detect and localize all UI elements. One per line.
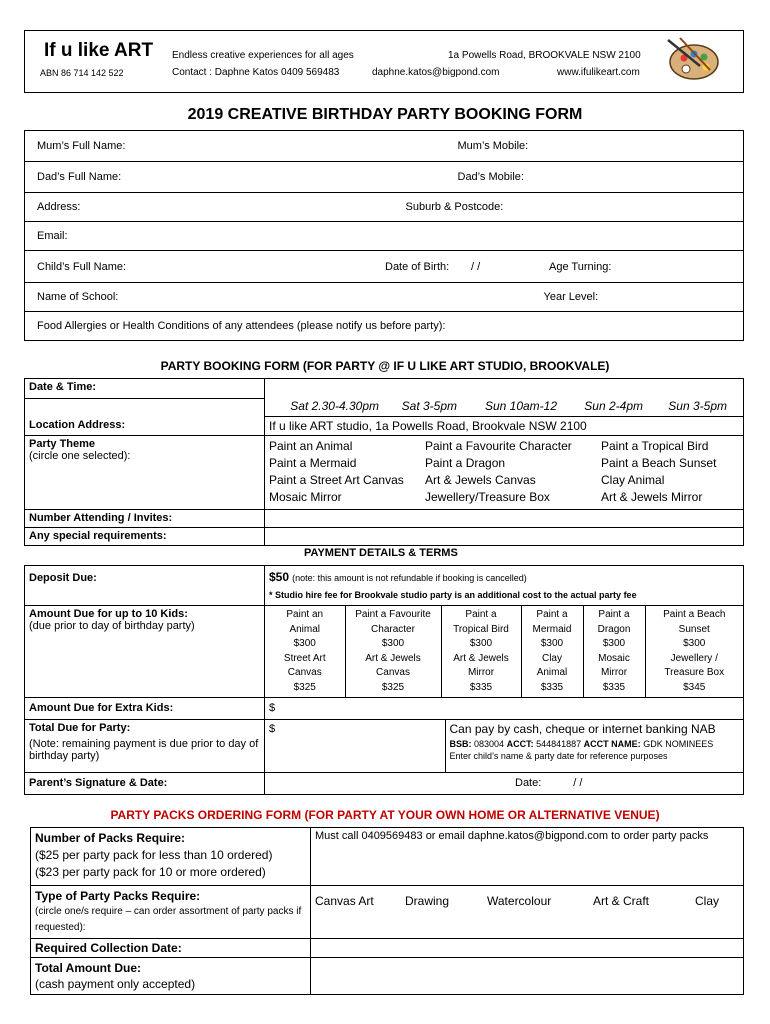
pack-types bbox=[311, 886, 744, 939]
deposit-label: Deposit Due: bbox=[25, 566, 265, 606]
child-name-label: Child’s Full Name: bbox=[37, 261, 127, 273]
amount-label: Amount Due for up to 10 Kids: bbox=[29, 608, 188, 620]
location-value: If u like ART studio, 1a Powells Road, Brookvale NSW 2100 bbox=[265, 417, 744, 436]
theme-option[interactable]: Paint a Mermaid bbox=[269, 456, 357, 470]
hire-note: * Studio hire fee for Brookvale studio party is an additional cost to the actual party fee bbox=[269, 590, 637, 600]
attending-field[interactable] bbox=[265, 510, 744, 528]
deposit-amount: $50 bbox=[269, 570, 290, 584]
pack-type[interactable]: Clay bbox=[695, 894, 720, 908]
price-table bbox=[265, 606, 743, 697]
theme-option[interactable]: Paint a Street Art Canvas bbox=[269, 473, 404, 487]
year-field[interactable] bbox=[454, 283, 744, 312]
theme-options[interactable] bbox=[265, 436, 744, 510]
total-note: (Note: remaining payment is due prior to day of birthday party) bbox=[29, 738, 259, 762]
theme-option[interactable]: Paint a Dragon bbox=[425, 456, 506, 470]
abn: ABN 86 714 142 522 bbox=[40, 68, 124, 78]
suburb-label: Suburb & Postcode: bbox=[405, 201, 504, 213]
signature-field[interactable]: Date: / / bbox=[265, 773, 744, 795]
theme-option[interactable]: Art & Jewels Canvas bbox=[425, 473, 536, 487]
dad-name-label: Dad’s Full Name: bbox=[37, 171, 122, 183]
total-label-cell bbox=[25, 720, 265, 773]
allergies-label: Food Allergies or Health Conditions of any attendees (please notify us before party): bbox=[37, 320, 446, 332]
deposit-note: (note: this amount is not refundable if booking is cancelled) bbox=[292, 573, 527, 583]
theme-option[interactable]: Paint an Animal bbox=[269, 439, 353, 453]
address-label: Address: bbox=[37, 201, 81, 213]
child-row[interactable] bbox=[25, 251, 744, 283]
suburb-field[interactable] bbox=[405, 193, 744, 222]
brand-name: If u like ART bbox=[44, 40, 154, 61]
tagline: Endless creative experiences for all ages bbox=[172, 50, 354, 61]
form-title: 2019 CREATIVE BIRTHDAY PARTY BOOKING FORM bbox=[187, 106, 583, 123]
number-label: Number of Packs Require: bbox=[35, 831, 186, 845]
packs-total-label: Total Amount Due: bbox=[35, 961, 141, 975]
dob-label: Date of Birth: bbox=[385, 261, 450, 273]
price-col[interactable]: Paint an Animal $300 Street Art Canvas $325 bbox=[265, 606, 345, 697]
party-table bbox=[24, 378, 744, 546]
price-col[interactable]: Paint a Dragon $300 Mosaic Mirror $335 bbox=[583, 606, 645, 697]
dad-mobile-field[interactable] bbox=[454, 162, 744, 193]
time-option[interactable]: Sun 2-4pm bbox=[584, 398, 643, 413]
packs-heading: PARTY PACKS ORDERING FORM (FOR PARTY AT YOUR OWN HOME OR ALTERNATIVE VENUE) bbox=[110, 808, 660, 822]
total-field[interactable]: $ bbox=[265, 720, 445, 772]
school-label: Name of School: bbox=[37, 291, 119, 303]
pack-type[interactable]: Canvas Art bbox=[315, 894, 374, 908]
dob-slashes: / / bbox=[471, 261, 481, 273]
dad-name-field[interactable] bbox=[25, 162, 454, 193]
address-field[interactable] bbox=[25, 193, 454, 222]
time-option[interactable]: Sun 10am-12 bbox=[484, 398, 557, 413]
deposit-cell bbox=[265, 566, 744, 606]
theme-cell bbox=[25, 436, 265, 510]
extra-label: Amount Due for Extra Kids: bbox=[25, 698, 265, 720]
payment-heading: PAYMENT DETAILS & TERMS bbox=[304, 547, 458, 559]
reference-note: Enter child’s name & party date for reference purposes bbox=[449, 751, 668, 761]
extra-field[interactable]: $ bbox=[265, 698, 744, 720]
payment-table bbox=[24, 565, 744, 795]
theme-option[interactable]: Mosaic Mirror bbox=[269, 490, 342, 504]
time-option[interactable]: Sat 3-5pm bbox=[401, 398, 457, 413]
amount-label-cell bbox=[25, 606, 265, 698]
price-col[interactable]: Paint a Favourite Character $300 Art & Jewels Canvas $325 bbox=[345, 606, 441, 697]
pack-type[interactable]: Watercolour bbox=[487, 894, 552, 908]
can-pay: Can pay by cash, cheque or internet banking NAB bbox=[449, 722, 716, 736]
email-field[interactable] bbox=[25, 222, 744, 251]
theme-option[interactable]: Clay Animal bbox=[601, 473, 665, 487]
type-cell bbox=[31, 886, 311, 939]
school-field[interactable] bbox=[25, 283, 454, 312]
theme-option[interactable]: Paint a Tropical Bird bbox=[601, 439, 709, 453]
price-col[interactable]: Paint a Tropical Bird $300 Art & Jewels Mirror $335 bbox=[441, 606, 521, 697]
address: 1a Powells Road, BROOKVALE NSW 2100 bbox=[448, 50, 641, 61]
time-option[interactable]: Sun 3-5pm bbox=[668, 398, 727, 413]
special-field[interactable] bbox=[265, 528, 744, 546]
mum-name-label: Mum’s Full Name: bbox=[37, 140, 126, 152]
pack-type[interactable]: Art & Craft bbox=[593, 894, 650, 908]
allergies-field[interactable] bbox=[25, 312, 744, 341]
price-col[interactable]: Paint a Mermaid $300 Clay Animal $335 bbox=[521, 606, 583, 697]
packs-table bbox=[30, 827, 744, 995]
type-label: Type of Party Packs Require: bbox=[35, 889, 201, 903]
theme-option[interactable]: Paint a Favourite Character bbox=[425, 439, 572, 453]
theme-note: (circle one selected): bbox=[29, 450, 131, 462]
pack-type[interactable]: Drawing bbox=[405, 894, 450, 908]
time-option[interactable]: Sat 2.30-4.30pm bbox=[290, 398, 379, 413]
bank-details: Can pay by cash, cheque or internet banking NAB BSB: 083004 ACCT: 544841887 ACCT NAME: GDK NOMINEES Enter child’s name & party date for reference purposes bbox=[445, 720, 743, 772]
packs-total-field[interactable] bbox=[311, 958, 744, 995]
attending-label: Number Attending / Invites: bbox=[25, 510, 265, 528]
party-heading: PARTY BOOKING FORM (FOR PARTY @ IF U LIKE ART STUDIO, BROOKVALE) bbox=[160, 359, 610, 373]
price-under-10: ($25 per party pack for less than 10 ordered) bbox=[35, 848, 273, 862]
special-label: Any special requirements: bbox=[25, 528, 265, 546]
number-cell bbox=[31, 828, 311, 886]
theme-label: Party Theme bbox=[29, 438, 96, 450]
date-time-label: Date & Time: bbox=[25, 379, 265, 399]
collection-field[interactable] bbox=[311, 939, 744, 958]
palette-icon bbox=[664, 36, 722, 84]
mum-mobile-field[interactable] bbox=[454, 131, 744, 162]
total-cell bbox=[265, 720, 744, 773]
price-col[interactable]: Paint a Beach Sunset $300 Jewellery / Treasure Box $345 bbox=[645, 606, 743, 697]
cash-note: (cash payment only accepted) bbox=[35, 977, 196, 991]
total-label: Total Due for Party: bbox=[29, 722, 131, 734]
theme-option[interactable]: Jewellery/Treasure Box bbox=[425, 490, 550, 504]
theme-option[interactable]: Art & Jewels Mirror bbox=[601, 490, 703, 504]
age-label: Age Turning: bbox=[549, 261, 612, 273]
total-cell bbox=[31, 958, 311, 995]
time-options[interactable] bbox=[265, 399, 744, 417]
mum-name-field[interactable] bbox=[25, 131, 454, 162]
date-time-cell[interactable] bbox=[265, 379, 744, 399]
dad-mobile-label: Dad’s Mobile: bbox=[457, 171, 524, 183]
personal-details-table bbox=[24, 130, 744, 341]
email: daphne.katos@bigpond.com bbox=[372, 67, 500, 78]
year-label: Year Level: bbox=[543, 291, 599, 303]
price-10-plus: ($23 per party pack for 10 or more ordered) bbox=[35, 865, 266, 879]
theme-option[interactable]: Paint a Beach Sunset bbox=[601, 456, 717, 470]
location-label: Location Address: bbox=[25, 417, 265, 436]
signature-label: Parent’s Signature & Date: bbox=[25, 773, 265, 795]
price-grid bbox=[265, 606, 744, 698]
mum-mobile-label: Mum’s Mobile: bbox=[457, 140, 529, 152]
amount-note: (due prior to day of birthday party) bbox=[29, 620, 195, 632]
contact: Contact : Daphne Katos 0409 569483 bbox=[172, 67, 340, 78]
email-label: Email: bbox=[37, 230, 68, 242]
packs-contact: Must call 0409569483 or email daphne.katos@bigpond.com to order party packs bbox=[311, 828, 744, 886]
collection-label: Required Collection Date: bbox=[31, 939, 311, 958]
website: www.ifulikeart.com bbox=[557, 67, 640, 78]
type-note: (circle one/s require – can order assortment of party packs if requested): bbox=[35, 906, 302, 933]
